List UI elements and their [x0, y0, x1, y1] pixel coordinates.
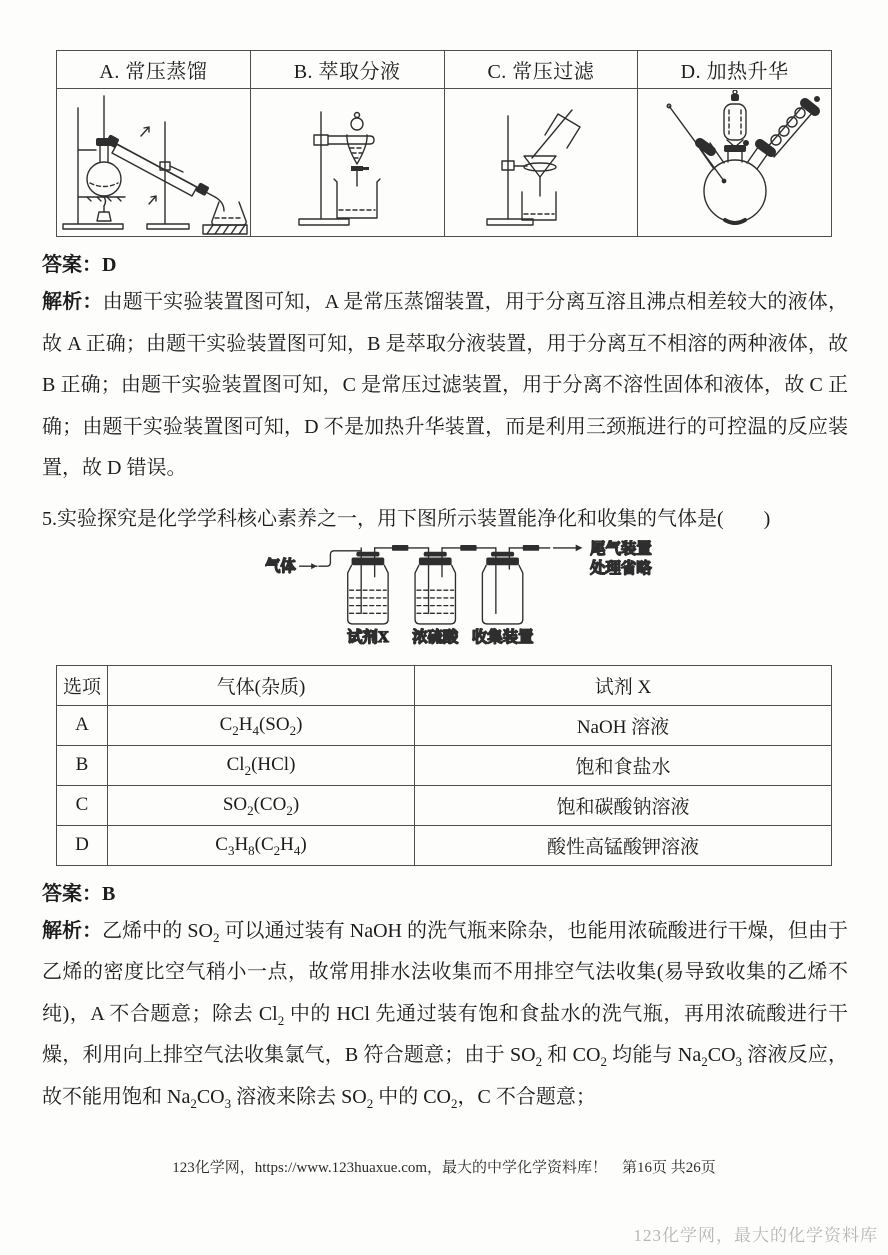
q5-header-option: 选项 [57, 665, 108, 705]
q4-analysis-label: 解析： [42, 291, 103, 313]
option-d-cell [638, 89, 832, 237]
q5-question-text: 5.实验探究是化学学科核心素养之一，用下图所示装置能净化和收集的气体是( ) [42, 507, 771, 530]
q5-answer-line [42, 881, 848, 907]
separating-funnel-apparatus-icon [251, 90, 443, 236]
q5-header-gas: 气体(杂质) [108, 665, 415, 705]
distillation-apparatus-icon [57, 90, 249, 236]
q4-options-table [56, 50, 832, 237]
q5-analysis-paragraph [42, 911, 848, 1119]
watermark: 123化学网，最大的化学资料库 [633, 1226, 878, 1245]
q5-header-reagent: 试剂 X [415, 665, 832, 705]
q5-analysis-label: 解析： [42, 919, 103, 942]
tail-gas-label-line2: 处理省略 [590, 559, 652, 577]
q4-options-diagram-row [57, 89, 832, 237]
bottle3-label: 收集装置 [471, 628, 534, 646]
q5-answer-value: B [102, 882, 116, 905]
q4-options-header-row [57, 51, 832, 89]
q5-row-a-option: A [57, 705, 108, 745]
option-a-label: A. 常压蒸馏 [57, 51, 251, 89]
gas-purification-apparatus-icon [265, 540, 669, 652]
wash-bottle-reagent-x [348, 547, 388, 623]
option-c-label: C. 常压过滤 [444, 51, 638, 89]
q5-row-d-gas: $C_3H_8(C_2H_4)$ [108, 825, 415, 865]
gas-in-label: 气体 [265, 557, 296, 575]
q5-options-table [56, 665, 832, 866]
three-neck-flask-apparatus-icon [639, 90, 831, 236]
q5-analysis-text: 乙烯中的 $SO_2$ 可以通过装有 NaOH 的洗气瓶来除杂，也能用浓硫酸进行干燥，但由于乙烯的密度比空气稍小一点，故常用排水法收集而不用排空气法收集(易导致收集的乙烯不纯)，A 不合题意；除去 $Cl_2$ 中的 HCl 先通过装有饱和食盐水的洗气瓶，再用浓硫酸进行干燥，利用向上排空气法收集氯气，B 符合题意；由于 $SO_2$ 和 $CO_2$ 均能与 $Na_2CO_3$ 溶液反应，故不能用饱和 $Na_2CO_3$ 溶液来除去 $SO_2$ 中的 $CO_2$，C 不合题意； [42, 919, 849, 1111]
option-a-cell [57, 89, 251, 237]
table-row [57, 785, 832, 825]
q4-analysis-paragraph [42, 282, 848, 490]
q4-answer-line [42, 252, 848, 278]
option-c-cell [444, 89, 638, 237]
q5-row-c-reagent: 饱和碳酸钠溶液 [415, 785, 832, 825]
q5-answer-label: 答案： [42, 882, 102, 905]
option-b-cell [250, 89, 444, 237]
q5-row-b-gas: $Cl_2(HCl)$ [108, 745, 415, 785]
wash-bottle-sulfuric-acid [415, 547, 455, 623]
table-row [57, 745, 832, 785]
q5-row-b-reagent: 饱和食盐水 [415, 745, 832, 785]
q5-row-c-option: C [57, 785, 108, 825]
q4-answer-value: D [102, 254, 117, 276]
collection-bottle [482, 547, 522, 623]
q5-table-header-row [57, 665, 832, 705]
bottle1-label: 试剂X [346, 628, 389, 646]
q5-row-a-reagent: NaOH 溶液 [415, 705, 832, 745]
table-row [57, 705, 832, 745]
gas-purification-diagram [265, 540, 848, 657]
option-d-label: D. 加热升华 [638, 51, 832, 89]
tail-gas-label-line1: 尾气装置 [590, 540, 652, 558]
q5-row-c-gas: $SO_2(CO_2)$ [108, 785, 415, 825]
q4-analysis-text: 由题干实验装置图可知，A 是常压蒸馏装置，用于分离互溶且沸点相差较大的液体，故 A 正确；由题干实验装置图可知，B 是萃取分液装置，用于分离互不相溶的两种液体，故 B 正确；由题干实验装置图可知，C 是常压过滤装置，用于分离不溶性固体和液体，故 C 正确；由题干实验装置图可知，D 不是加热升华装置，而是利用三颈瓶进行的可控温的反应装置，故 D 错误。 [42, 291, 849, 479]
q5-row-b-option: B [57, 745, 108, 785]
q5-row-d-option: D [57, 825, 108, 865]
table-row [57, 825, 832, 865]
page-footer: 123化学网，https://www.123huaxue.com，最大的中学化学资料库！ 第16页 共26页 [172, 1160, 716, 1176]
q4-answer-label: 答案： [42, 254, 102, 276]
bottle2-label: 浓硫酸 [412, 628, 459, 646]
q5-row-d-reagent: 酸性高锰酸钾溶液 [415, 825, 832, 865]
option-b-label: B. 萃取分液 [250, 51, 444, 89]
filtration-apparatus-icon [445, 90, 637, 236]
q5-row-a-gas: $C_2H_4(SO_2)$ [108, 705, 415, 745]
